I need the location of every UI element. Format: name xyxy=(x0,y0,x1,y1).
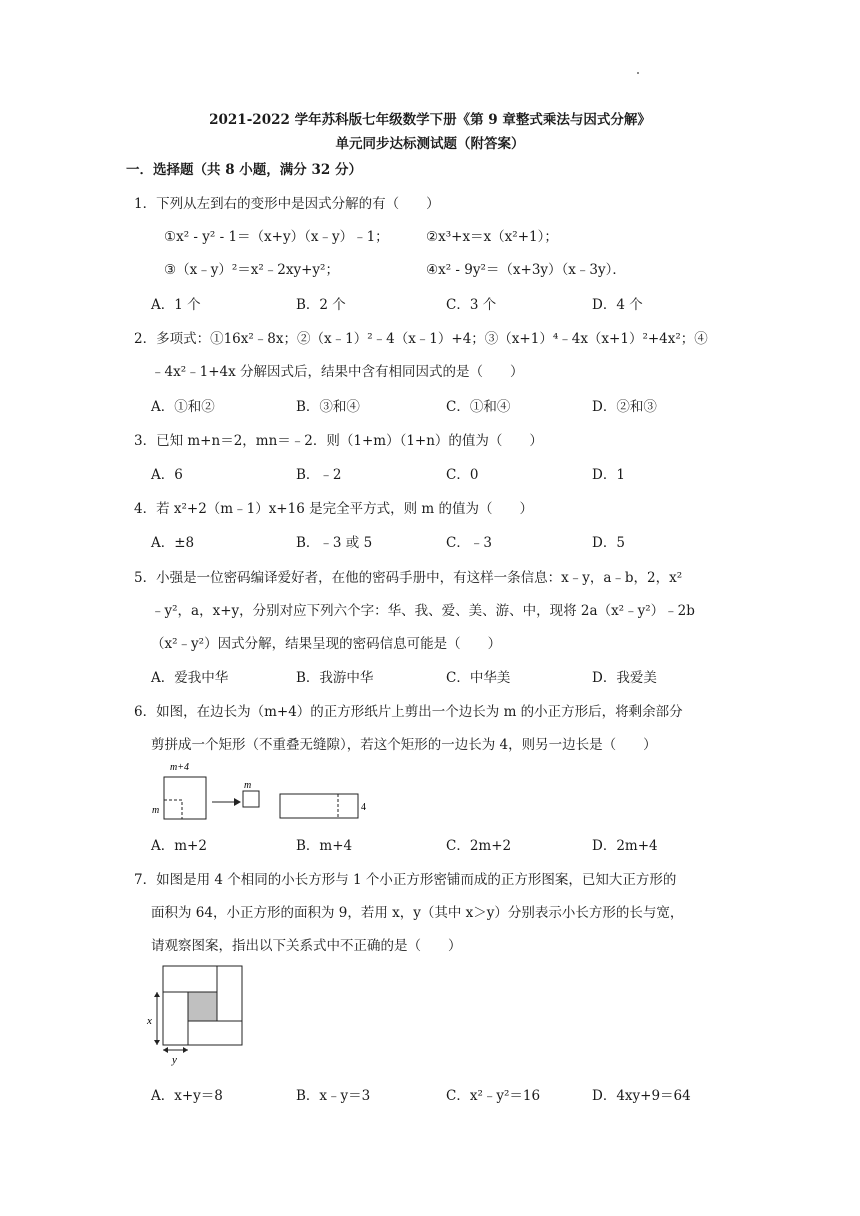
q5-option-c[interactable]: C．中华美 xyxy=(446,670,511,686)
q1-option-b[interactable]: B．2 个 xyxy=(296,297,346,313)
q2-option-a[interactable]: A．①和② xyxy=(151,399,215,415)
q7-line2: 面积为 64，小正方形的面积为 9，若用 x，y（其中 x＞y）分别表示小长方形的长与宽， xyxy=(151,905,684,921)
q5-line1: 5．小强是一位密码编译爱好者，在他的密码手册中，有这样一条信息：x﹣y，a﹣b，2，x² xyxy=(134,570,683,586)
q6-label-right: 4 xyxy=(361,802,366,813)
q6-option-c[interactable]: C．2m+2 xyxy=(446,838,512,854)
q7-x-arrow-down xyxy=(154,1040,160,1045)
q6-line1: 6．如图，在边长为（m+4）的正方形纸片上剪出一个边长为 m 的小正方形后，将剩余部分 xyxy=(134,704,683,720)
q7-y-arrow-left xyxy=(163,1047,168,1053)
q7-y-arrow-right xyxy=(183,1047,188,1053)
q5-line2: ﹣y²，a，x+y，分别对应下列六个字：华、我、爱、美、游、中，现将 2a（x²﹣y²）﹣2b xyxy=(151,603,695,619)
q6-option-d[interactable]: D．2m+4 xyxy=(592,838,658,854)
q2-line1: 2．多项式：①16x²﹣8x；②（x﹣1）²﹣4（x﹣1）+4；③（x+1）⁴﹣4x（x+1）²+4x²；④ xyxy=(134,331,708,347)
q6-option-b[interactable]: B．m+4 xyxy=(296,838,353,854)
q5-option-b[interactable]: B．我游中华 xyxy=(296,670,374,686)
q7-x-arrow-up xyxy=(154,992,160,997)
q6-small-square xyxy=(243,791,259,807)
q4-stem: 4．若 x²+2（m﹣1）x+16 是完全平方式，则 m 的值为（ ） xyxy=(134,501,533,517)
q1-item-2: ②x³+x＝x（x²+1）； xyxy=(426,229,558,245)
q2-line2: ﹣4x²﹣1+4x 分解因式后，结果中含有相同因式的是（ ） xyxy=(151,364,524,380)
q7-option-c[interactable]: C．x²﹣y²＝16 xyxy=(446,1088,541,1104)
q4-option-d[interactable]: D．5 xyxy=(592,535,625,551)
q6-cut-line xyxy=(164,800,182,819)
q6-label-top: m+4 xyxy=(170,762,189,773)
section-heading: 一．选择题（共 8 小题，满分 32 分） xyxy=(126,162,362,178)
q7-figure xyxy=(144,962,254,1068)
q7-option-b[interactable]: B．x﹣y＝3 xyxy=(296,1088,371,1104)
q2-option-c[interactable]: C．①和④ xyxy=(446,399,511,415)
q2-option-d[interactable]: D．②和③ xyxy=(592,399,657,415)
q2-option-b[interactable]: B．③和④ xyxy=(296,399,360,415)
q3-stem: 3．已知 m+n＝2，mn＝﹣2．则（1+m）（1+n）的值为（ ） xyxy=(134,433,543,449)
q1-option-a[interactable]: A．1 个 xyxy=(151,297,201,313)
q6-figure xyxy=(148,758,378,826)
q1-item-3: ③（x﹣y）²＝x²﹣2xy+y²； xyxy=(164,262,339,278)
q3-option-b[interactable]: B．﹣2 xyxy=(296,467,342,483)
q4-option-a[interactable]: A．±8 xyxy=(151,535,195,551)
q5-line3: （x²﹣y²）因式分解，结果呈现的密码信息可能是（ ） xyxy=(151,636,502,652)
q1-stem: 1．下列从左到右的变形中是因式分解的有（ ） xyxy=(134,196,440,212)
q7-label-y: y xyxy=(172,1054,177,1066)
q7-option-a[interactable]: A．x+y＝8 xyxy=(151,1088,223,1104)
q5-option-d[interactable]: D．我爱美 xyxy=(592,670,657,686)
doc-title-line1: 2021-2022 学年苏科版七年级数学下册《第 9 章整式乘法与因式分解》 xyxy=(209,112,651,128)
q1-item-1: ①x² - y² - 1＝（x+y）（x﹣y）﹣1； xyxy=(164,229,389,245)
q7-small-square xyxy=(188,992,217,1021)
q5-option-a[interactable]: A．爱我中华 xyxy=(151,670,229,686)
q1-option-d[interactable]: D．4 个 xyxy=(592,297,643,313)
doc-title-line2: 单元同步达标测试题（附答案） xyxy=(335,136,525,152)
q6-label-left: m xyxy=(152,805,160,816)
q4-option-c[interactable]: C．﹣3 xyxy=(446,535,492,551)
q7-option-d[interactable]: D．4xy+9＝64 xyxy=(592,1088,691,1104)
q7-label-x: x xyxy=(147,1015,152,1027)
q6-label-small: m xyxy=(244,780,252,791)
q1-option-c[interactable]: C．3 个 xyxy=(446,297,497,313)
q6-arrow-head xyxy=(234,798,241,806)
q7-line1: 7．如图是用 4 个相同的小长方形与 1 个小正方形密铺而成的正方形图案，已知大正方形的 xyxy=(134,872,677,888)
corner-dot xyxy=(637,72,639,74)
q1-item-4: ④x² - 9y²＝（x+3y）（x﹣3y）． xyxy=(426,262,626,278)
q6-option-a[interactable]: A．m+2 xyxy=(151,838,207,854)
q6-rectangle xyxy=(280,794,358,818)
q6-line2: 剪拼成一个矩形（不重叠无缝隙），若这个矩形的一边长为 4，则另一边长是（ ） xyxy=(151,737,657,753)
q3-option-a[interactable]: A．6 xyxy=(151,467,183,483)
q7-line3: 请观察图案，指出以下关系式中不正确的是（ ） xyxy=(151,938,462,954)
q3-option-c[interactable]: C．0 xyxy=(446,467,479,483)
q3-option-d[interactable]: D．1 xyxy=(592,467,625,483)
q6-big-square xyxy=(164,777,206,819)
q4-option-b[interactable]: B．﹣3 或 5 xyxy=(296,535,373,551)
